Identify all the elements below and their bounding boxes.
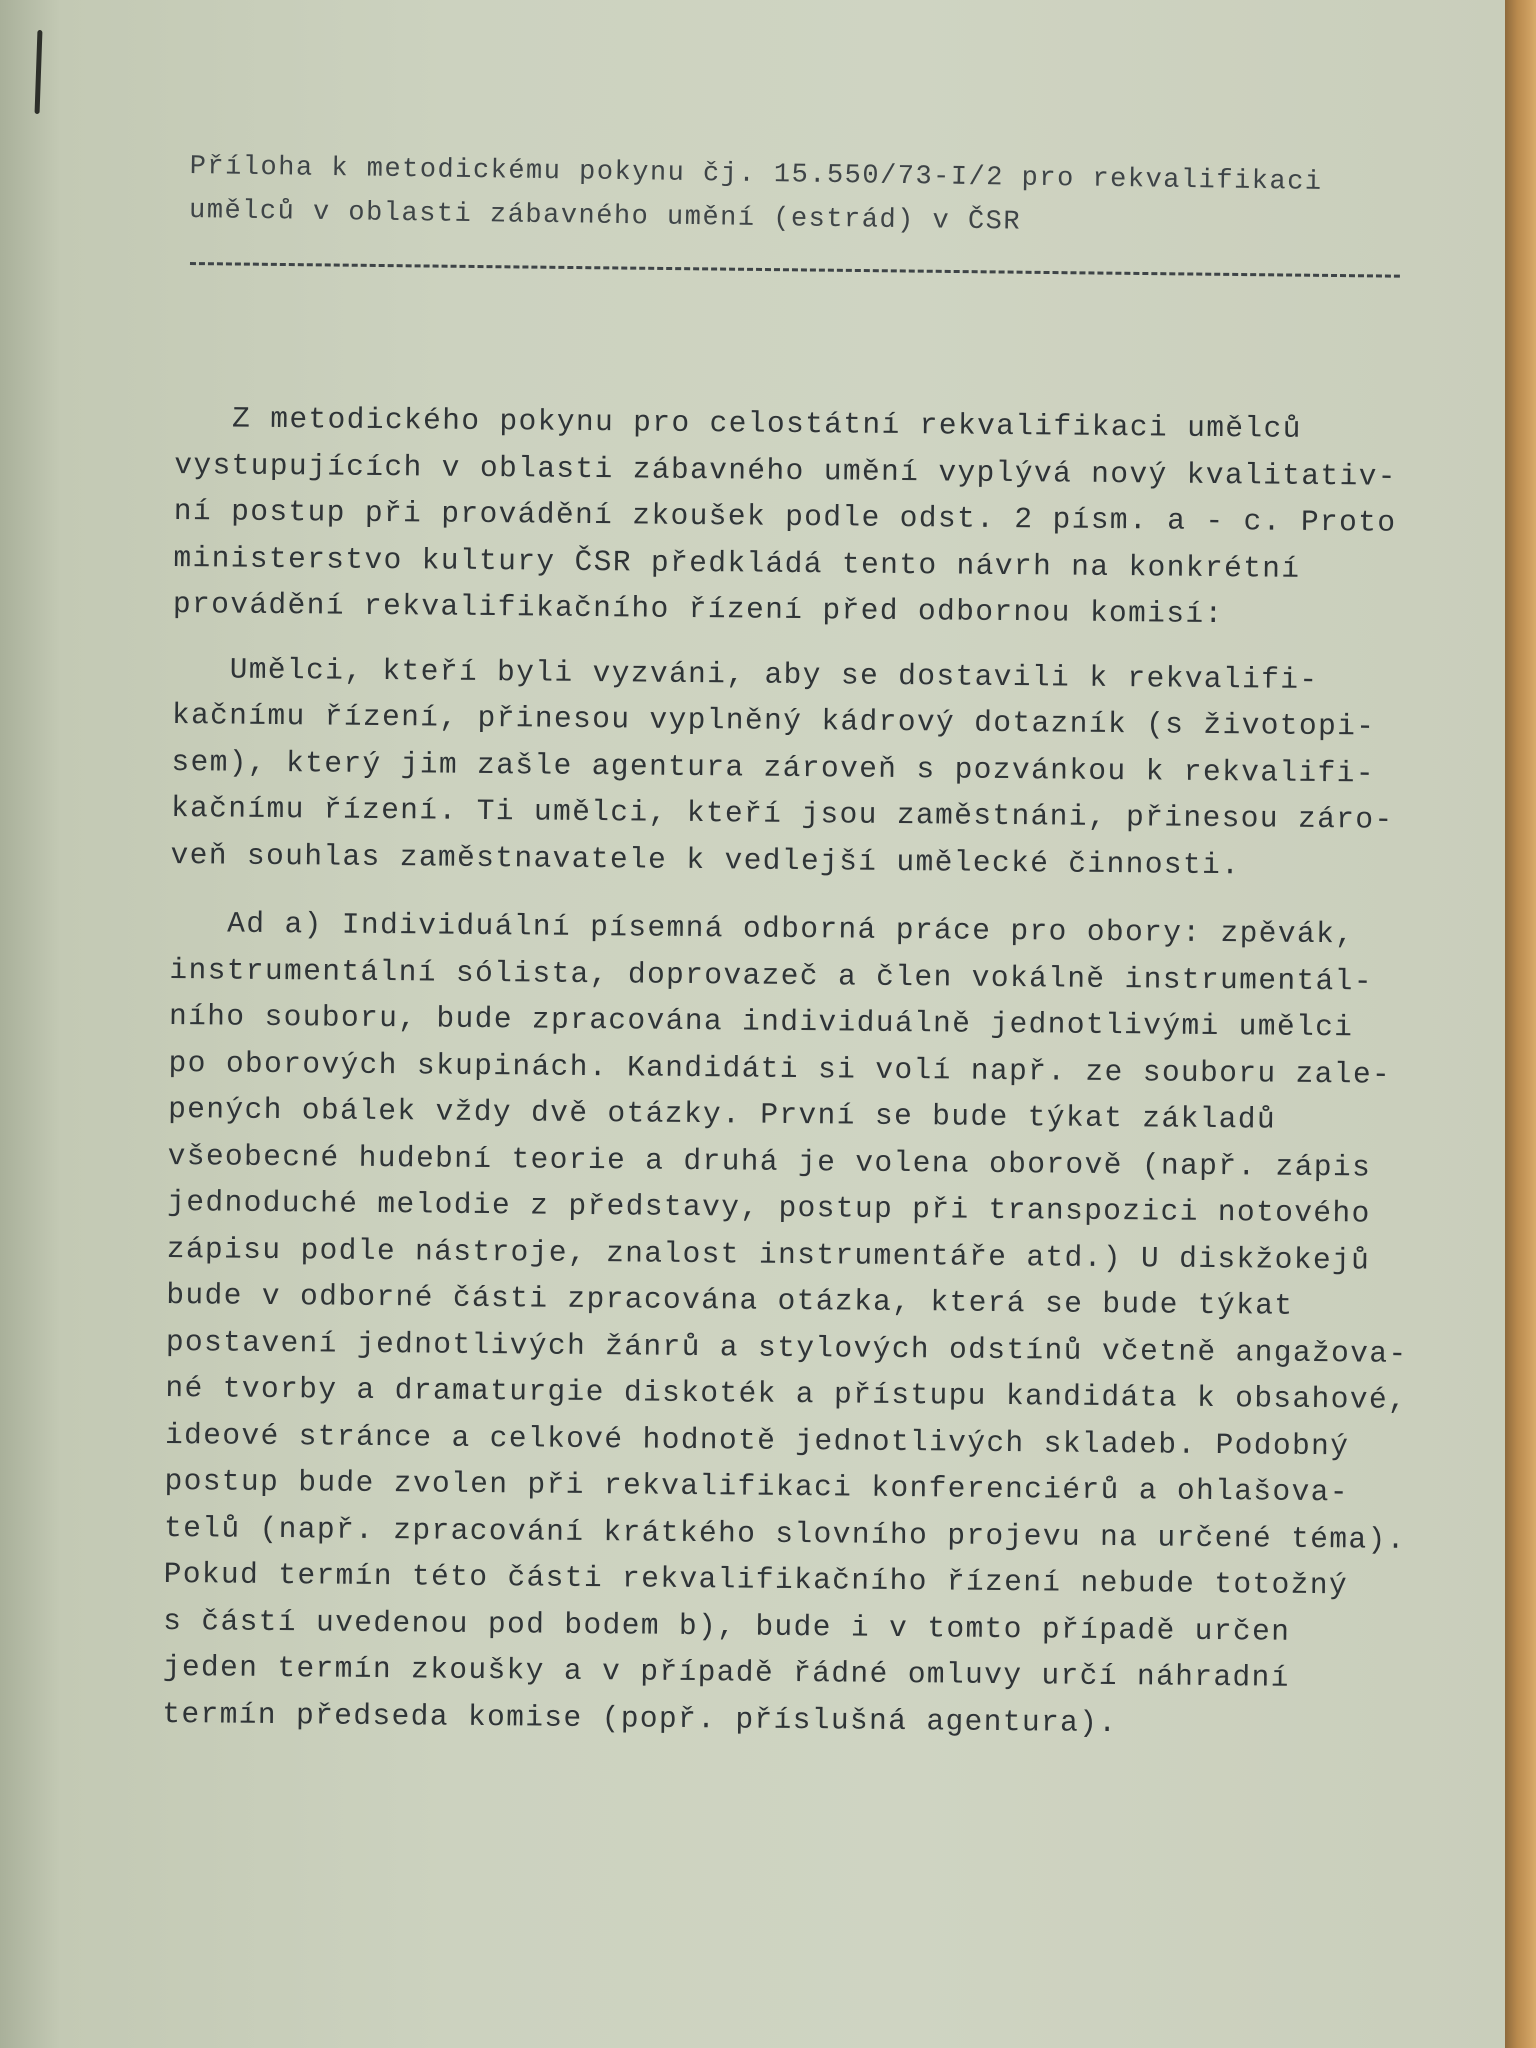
text-line: postavení jednotlivých žánrů a stylových odstínů včetně angažova- [165, 1324, 1408, 1371]
text-line: jednoduché melodie z představy, postup při transpozici notového [167, 1184, 1371, 1231]
text-line: ní postup při provádění zkoušek podle odst. 2 písm. a - c. Proto [173, 493, 1397, 540]
text-line: vystupujících v oblasti zábavného umění vyplývá nový kvalitativ- [174, 447, 1398, 494]
text-line: Pokud termín této části rekvalifikačního řízení nebude totožný [163, 1556, 1349, 1603]
text-line: ministerstvo kultury ČSR předkládá tento návrh na konkrétní [173, 540, 1301, 586]
text-line: né tvorby a dramaturgie diskoték a přístupu kandidáta k obsahové, [165, 1370, 1408, 1417]
text-line: provádění rekvalifikačního řízení před odbornou komisí: [172, 586, 1224, 632]
text-line: zápisu podle nástroje, znalost instrumentáře atd.) U diskžokejů [166, 1231, 1371, 1278]
text-line: kačnímu řízení, přinesou vyplněný kádrový dotazník (s životopi- [171, 697, 1376, 744]
text-line: postup bude zvolen při rekvalifikaci konferenciérů a ohlašova- [164, 1463, 1350, 1510]
text-line: Z metodického pokynu pro celostátní rekvalifikaci umělců [174, 400, 1302, 446]
text-line: Umělci, kteří byli vyzváni, aby se dostavili k rekvalifi- [172, 651, 1319, 697]
paragraph-artists [170, 645, 1422, 889]
pen-mark [35, 30, 43, 114]
document-body [162, 395, 1425, 1771]
text-line: sem), který jim zašle agentura zároveň s pozvánkou k rekvalifi- [171, 744, 1376, 791]
text-line: instrumentální sólista, doprovazeč a člen vokálně instrumentál- [169, 952, 1374, 999]
text-line: ideové stránce a celkové hodnotě jednotlivých skladeb. Podobný [164, 1417, 1350, 1463]
text-line: s částí uvedenou pod bodem b), bude i v tomto případě určen [163, 1603, 1291, 1649]
dashed-separator [190, 262, 1400, 278]
paragraph-ad-a [162, 900, 1420, 1749]
text-line: po oborových skupinách. Kandidáti si volí např. ze souboru zale- [168, 1045, 1392, 1092]
text-line: veň souhlas zaměstnavatele k vedlejší umělecké činnosti. [170, 837, 1241, 882]
document-header [189, 145, 1405, 250]
desk-edge [1505, 0, 1536, 2048]
text-line: kačnímu řízení. Ti umělci, kteří jsou zaměstnáni, přinesou záro- [170, 790, 1394, 837]
paragraph-intro [173, 395, 1425, 639]
text-line: telů (např. zpracování krátkého slovního projevu na určené téma). [163, 1510, 1406, 1557]
text-line: termín předseda komise (popř. příslušná agentura). [162, 1696, 1118, 1740]
text-line: bude v odborné části zpracována otázka, která se bude týkat [166, 1277, 1294, 1323]
header-line: Příloha k metodickému pokynu čj. 15.550/73-I/2 pro rekvalifikaci [189, 151, 1323, 198]
text-line: pených obálek vždy dvě otázky. První se bude týkat základů [167, 1091, 1277, 1137]
text-line: Ad a) Individuální písemná odborná práce pro obory: zpěvák, [169, 905, 1355, 952]
text-line: všeobecné hudební teorie a druhá je volena oborově (např. zápis [167, 1138, 1372, 1185]
text-line: ního souboru, bude zpracována individuálně jednotlivými umělci [168, 998, 1354, 1045]
text-line: jeden termín zkoušky a v případě řádné omluvy určí náhradní [162, 1649, 1290, 1695]
header-line: umělců v oblasti zábavného umění (estrád) v ČSR [188, 195, 1022, 238]
